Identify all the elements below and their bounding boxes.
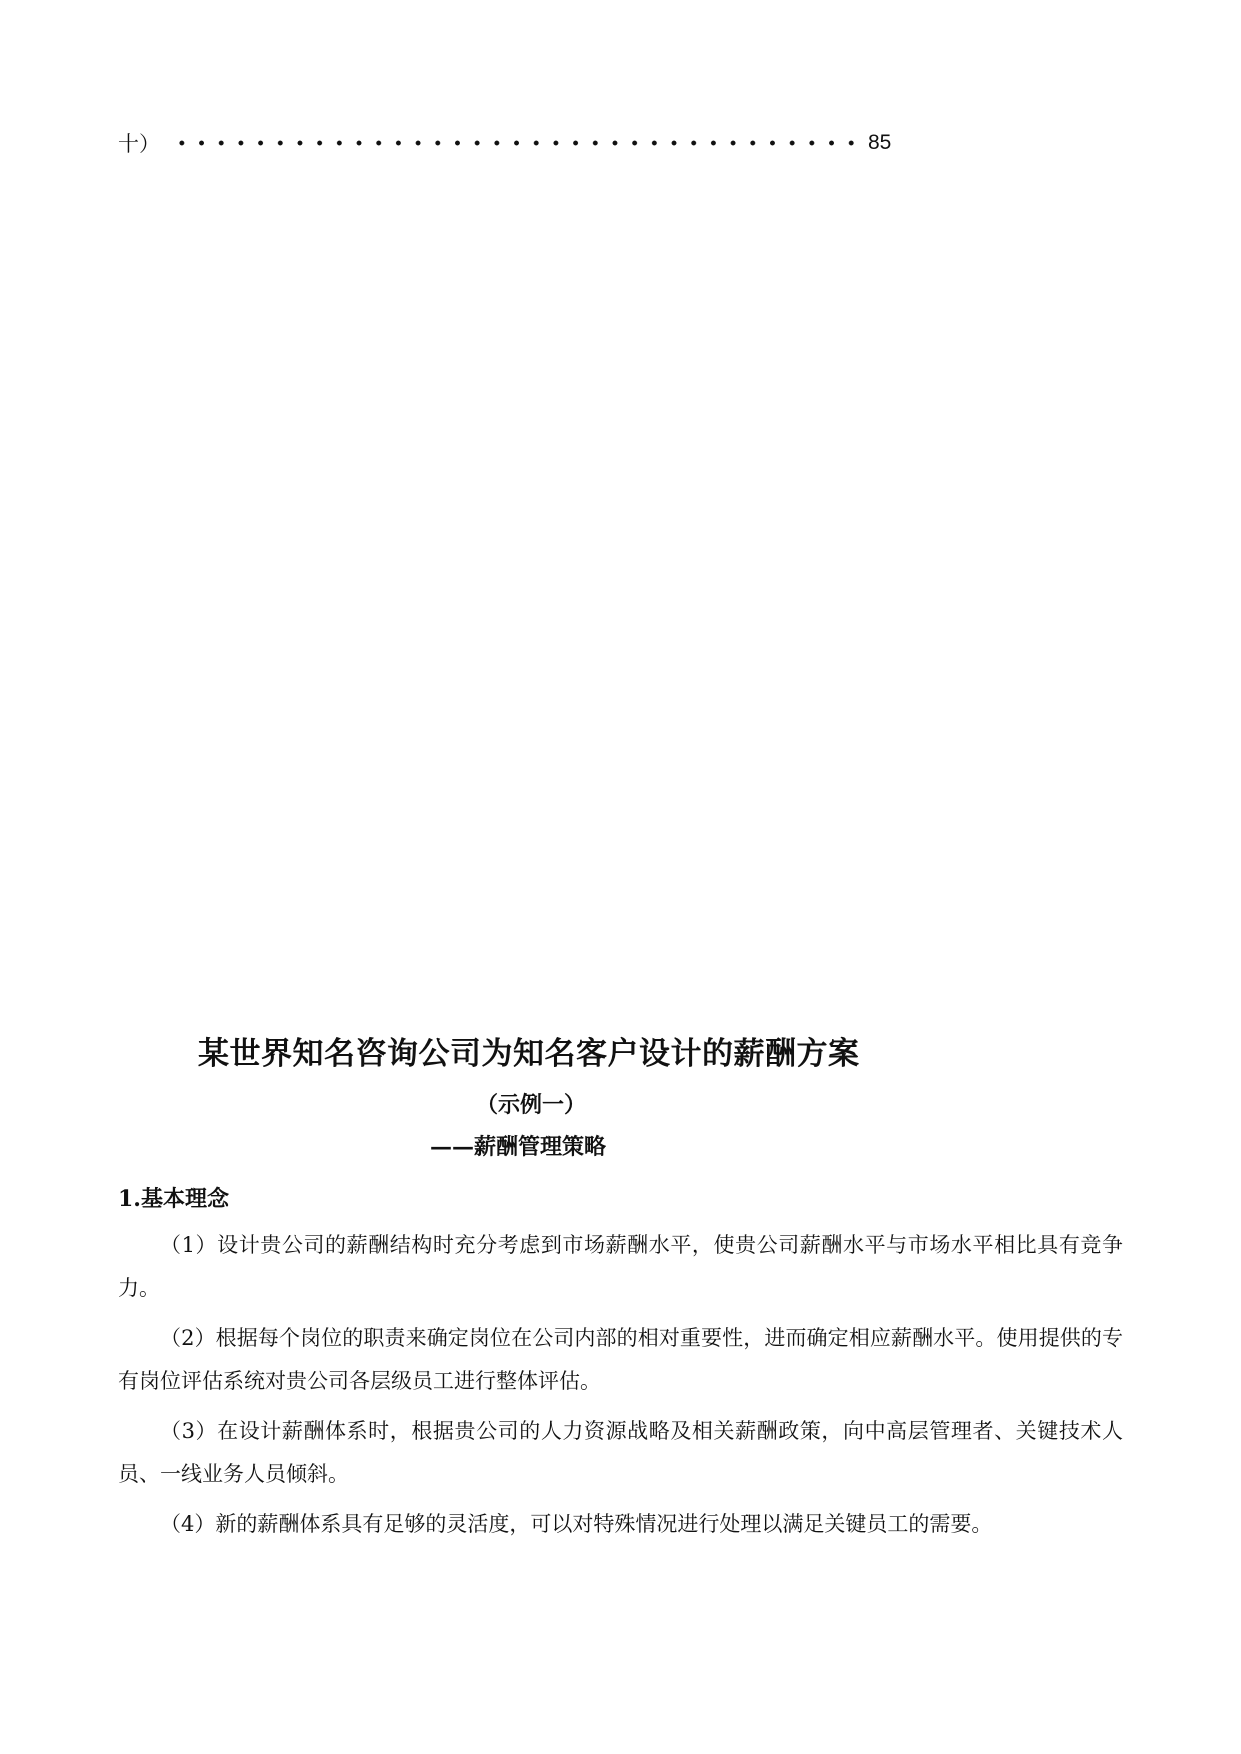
toc-entry-label: 十） xyxy=(118,132,160,156)
document-title: 某世界知名咨询公司为知名客户设计的薪酬方案 xyxy=(198,1036,860,1072)
paragraph-1: （1）设计贵公司的薪酬结构时充分考虑到市场薪酬水平，使贵公司薪酬水平与市场水平相比具有竞争力。 xyxy=(118,1233,1123,1300)
toc-entry[interactable] xyxy=(118,128,898,158)
section-heading: 1.基本理念 xyxy=(118,1186,229,1212)
strategy-heading: ——薪酬管理策略 xyxy=(430,1134,607,1160)
paragraph-2: （2）根据每个岗位的职责来确定岗位在公司内部的相对重要性，进而确定相应薪酬水平。使用提供的专有岗位评估系统对贵公司各层级员工进行整体评估。 xyxy=(118,1326,1123,1393)
toc-dot-leader xyxy=(172,140,862,146)
document-subtitle: （示例一） xyxy=(476,1092,587,1118)
paragraph-4: （4）新的薪酬体系具有足够的灵活度，可以对特殊情况进行处理以满足关键员工的需要。 xyxy=(160,1512,993,1536)
paragraph-3: （3）在设计薪酬体系时，根据贵公司的人力资源战略及相关薪酬政策，向中高层管理者、关键技术人员、一线业务人员倾斜。 xyxy=(118,1419,1123,1486)
toc-entry-page-number: 85 xyxy=(868,131,892,154)
